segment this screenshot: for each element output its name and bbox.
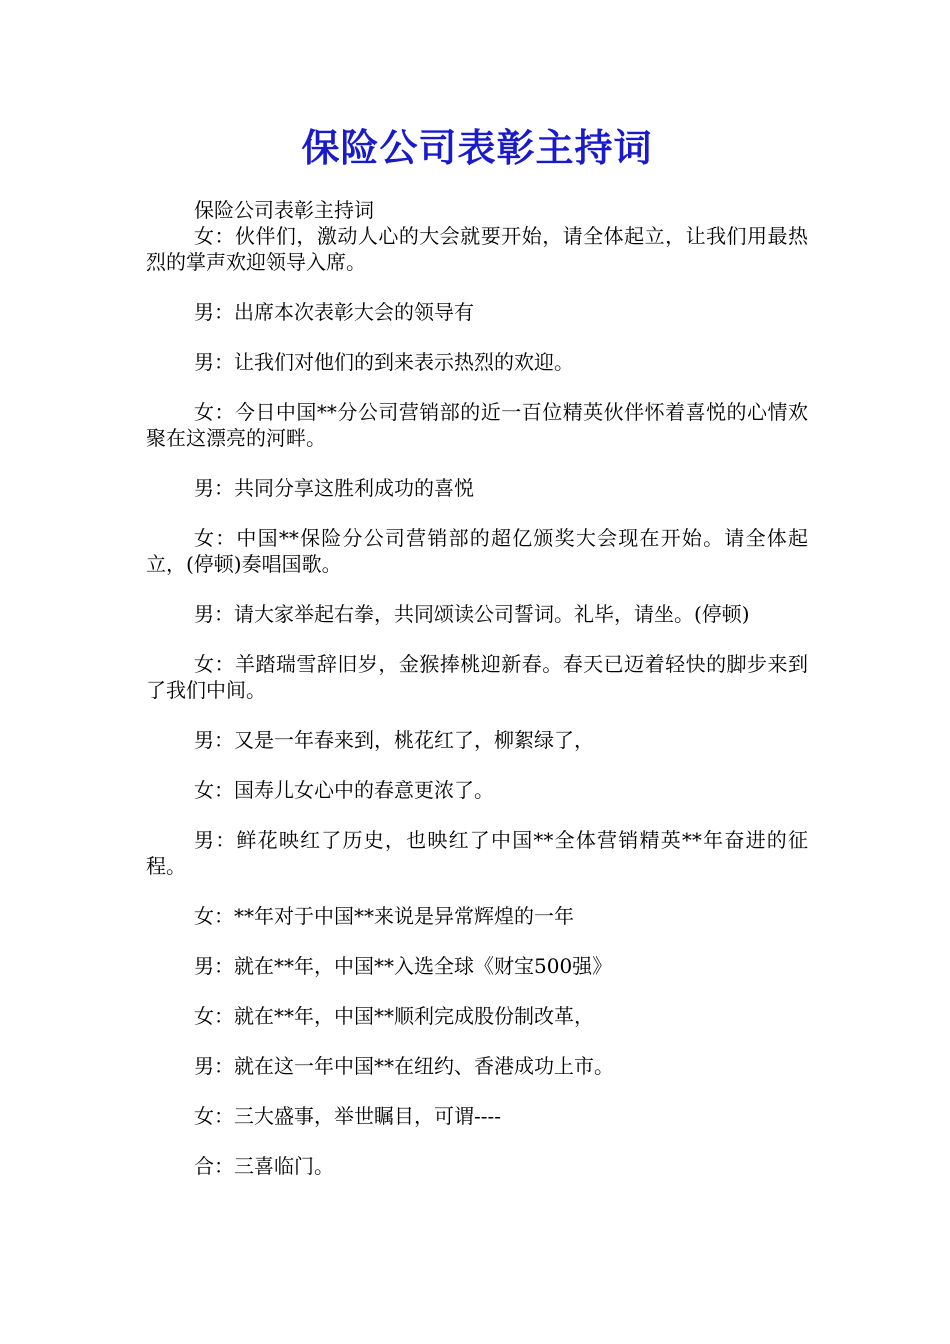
document-body [146,197,808,1179]
document-title: 保险公司表彰主持词 [301,125,653,170]
paragraph-subtitle: 保险公司表彰主持词 [194,198,374,222]
paragraph: 女：就在**年，中国**顺利完成股份制改革， [194,1004,594,1028]
paragraph: 男：请大家举起右拳，共同颂读公司誓词。礼毕，请坐。(停顿) [194,602,750,626]
paragraph: 女：**年对于中国**来说是异常辉煌的一年 [194,904,574,928]
paragraph: 女：中国**保险分公司营销部的超亿颁奖大会现在开始。请全体起立，(停顿)奏唱国歌。 [146,526,808,576]
paragraph: 男：鲜花映红了历史，也映红了中国**全体营销精英**年奋进的征程。 [146,828,808,878]
paragraph: 男：就在这一年中国**在纽约、香港成功上市。 [194,1054,614,1078]
paragraph: 男：让我们对他们的到来表示热烈的欢迎。 [194,350,574,374]
paragraph: 女：羊踏瑞雪辞旧岁，金猴捧桃迎新春。春天已迈着轻快的脚步来到了我们中间。 [146,652,808,702]
paragraph: 男：共同分享这胜利成功的喜悦 [194,476,474,500]
paragraph: 女：国寿儿女心中的春意更浓了。 [194,778,494,802]
paragraph: 合：三喜临门。 [194,1154,334,1178]
paragraph: 女：伙伴们，激动人心的大会就要开始，请全体起立，让我们用最热烈的掌声欢迎领导入席。 [146,224,808,274]
document-page [146,0,808,1344]
paragraph: 男：又是一年春来到，桃花红了，柳絮绿了， [194,728,594,752]
paragraph: 女：今日中国**分公司营销部的近一百位精英伙伴怀着喜悦的心情欢聚在这漂亮的河畔。 [146,400,808,450]
paragraph: 男：出席本次表彰大会的领导有 [194,300,474,324]
paragraph: 女：三大盛事，举世瞩目，可谓---- [194,1104,502,1128]
paragraph: 男：就在**年，中国**入选全球《财宝500强》 [194,954,613,978]
